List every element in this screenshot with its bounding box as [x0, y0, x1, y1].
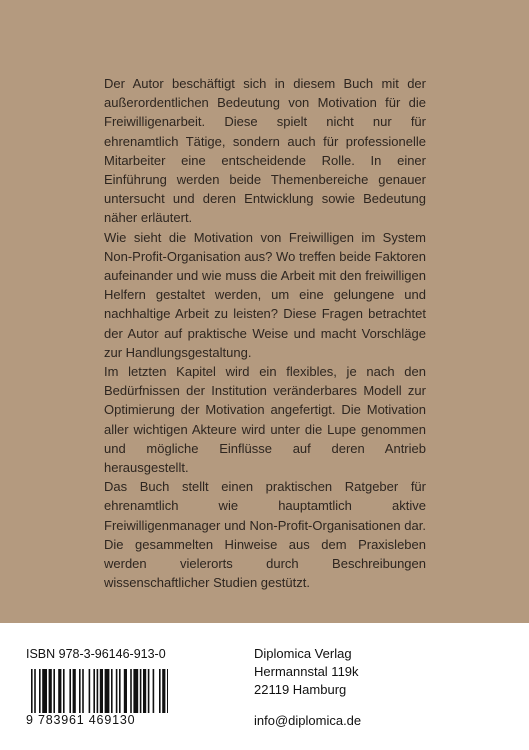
- isbn-label: ISBN 978-3-96146-913-0: [26, 647, 166, 661]
- publisher-address: [254, 645, 359, 699]
- blurb-text: [104, 74, 426, 592]
- blurb-paragraph-4: Das Buch stellt einen praktischen Ratgeber für ehrenamtlich wie hauptamtlich aktive Freiwilligenmanager und Non-Profit-Organisationen dar. Die gesammelten Hinweise aus dem Praxisleben werden vielerorts durch Beschreibungen wissenschaftlicher Studien gestützt.: [104, 479, 426, 591]
- publisher-name: Diplomica Verlag: [254, 646, 352, 661]
- publisher-street: Hermannstal 119k: [254, 664, 359, 679]
- barcode-number: 9 783961 469130: [26, 713, 136, 727]
- imprint-panel: [0, 623, 529, 750]
- blurb-paragraph-2: Wie sieht die Motivation von Freiwilligen im System Non-Profit-Organisation aus? Wo treffen beide Faktoren aufeinander und wie muss die Arbeit mit den freiwilligen Helfern gestaltet werden, um eine gelungene und nachhaltige Arbeit zu leisten? Diese Fragen betrachtet der Autor auf praktische Weise und macht Vorschläge zur Handlungsgestaltung.: [104, 229, 426, 360]
- blurb-paragraph-1: Der Autor beschäftigt sich in diesem Buch mit der außerordentlichen Bedeutung von Motivation für die Freiwilligenarbeit. Diese spielt nicht nur für ehrenamtlich Tätige, sondern auch für professionelle Mitarbeiter eine entscheidende Rolle. In einer Einführung werden beide Themenbereiche genauer untersucht und deren Entwicklung sowie Bedeutung näher erläutert.: [104, 76, 426, 226]
- publisher-email: info@diplomica.de: [254, 713, 362, 728]
- blurb-paragraph-3: Im letzten Kapitel wird ein flexibles, je nach den Bedürfnissen der Institution veränderbares Modell zur Optimierung der Motivation angefertigt. Die Motivation aller wichtigen Akteure wird unter die Lupe genommen und mögliche Einflüsse auf deren Antrieb herausgestellt.: [104, 364, 426, 476]
- barcode-icon: [31, 669, 168, 713]
- publisher-city: 22119 Hamburg: [254, 682, 347, 697]
